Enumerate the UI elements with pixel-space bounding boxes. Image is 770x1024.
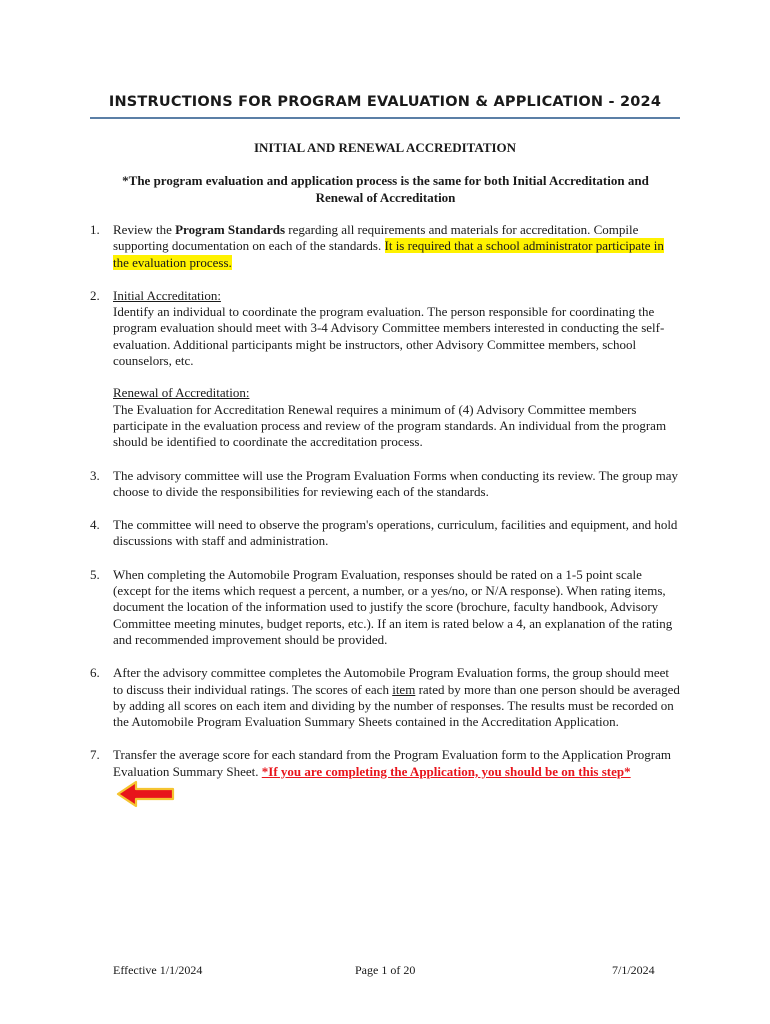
item-number: 2. (90, 287, 100, 303)
item-text: When completing the Automobile Program Evaluation, responses should be rated on a 1-5 point scale (except for the items which request a percent, a number, or a yes/no, or N/A response). When rating items, document the location of the information used to justify the score (brochure, faculty handbook, Advisory Committee meeting minutes, budget reports, etc.). If an item is rated below a 4, an explanation of the rating and recommended improvement should be provided. (113, 566, 673, 647)
footer-effective-date: Effective 1/1/2024 (113, 963, 203, 977)
title-underline (90, 117, 680, 119)
instruction-item-2 (90, 288, 682, 451)
item-text: The committee will need to observe the program's operations, curriculum, facilities and equipment, and hold discussions with staff and administration. (113, 517, 678, 549)
instruction-item-3 (90, 468, 682, 501)
item-word-underlined: item (392, 681, 416, 697)
item-text: The advisory committee will use the Program Evaluation Forms when conducting its review. The group may choose to divide the responsibilities for reviewing each of the standards. (113, 467, 679, 499)
instruction-item-6 (90, 665, 682, 730)
item-number: 3. (90, 467, 100, 483)
item-number: 5. (90, 566, 100, 582)
document-title: INSTRUCTIONS FOR PROGRAM EVALUATION & APPLICATION - 2024 (108, 94, 662, 110)
renewal-accreditation-text: The Evaluation for Accreditation Renewal requires a minimum of (4) Advisory Committee members participate in the evaluation process and review of the program standards. An individual from the program should be identified to coordinate the accreditation process. (113, 401, 667, 450)
item-number: 1. (90, 222, 100, 237)
initial-accreditation-heading: Initial Accreditation: (113, 287, 221, 303)
current-step-callout: *If you are completing the Application, you should be on this step* (261, 763, 631, 779)
item-text: regarding all requirements and materials for accreditation. Compile supporting documentation on each of the standards. (113, 222, 639, 254)
process-note: *The program evaluation and application process is the same for both Initial Accreditation and Renewal of Accreditation (122, 173, 649, 205)
item-number: 7. (90, 747, 100, 763)
initial-accreditation-text: Identify an individual to coordinate the program evaluation. The person responsible for coordinating the program evaluation should meet with 3-4 Advisory Committee members interested in conducting the self-evaluation. Additional participants might be instructors, other Advisory Committee members, school counselors, etc. (113, 304, 665, 369)
item-text: rated by more than one person should be averaged by adding all scores on each item and dividing by the number of responses. The results must be recorded on the Automobile Program Evaluation Summary Sheets contained in the Accreditation Application. (113, 681, 680, 730)
document-subtitle: INITIAL AND RENEWAL ACCREDITATION (253, 140, 517, 155)
item-number: 4. (90, 517, 100, 533)
footer-revision-date: 7/1/2024 (612, 963, 655, 977)
left-arrow-icon (116, 780, 176, 808)
instruction-item-5 (90, 567, 682, 648)
item-text: Review the (113, 222, 176, 237)
instruction-list (90, 222, 682, 808)
instruction-item-1 (90, 222, 682, 271)
program-standards-emphasis: Program Standards (175, 222, 285, 237)
highlighted-requirement: It is required that a school administrator participate in the evaluation process. (113, 238, 664, 270)
instruction-item-7 (90, 747, 682, 808)
renewal-accreditation-heading: Renewal of Accreditation: (113, 385, 250, 401)
item-text: Transfer the average score for each standard from the Program Evaluation form to the Application Program Evaluation Summary Sheet. (113, 747, 671, 779)
item-text: After the advisory committee completes the Automobile Program Evaluation forms, the group should meet to discuss their individual ratings. The scores of each (113, 665, 669, 697)
footer-page-number: Page 1 of 20 (355, 963, 416, 977)
instruction-item-4 (90, 517, 682, 550)
item-number: 6. (90, 665, 100, 681)
